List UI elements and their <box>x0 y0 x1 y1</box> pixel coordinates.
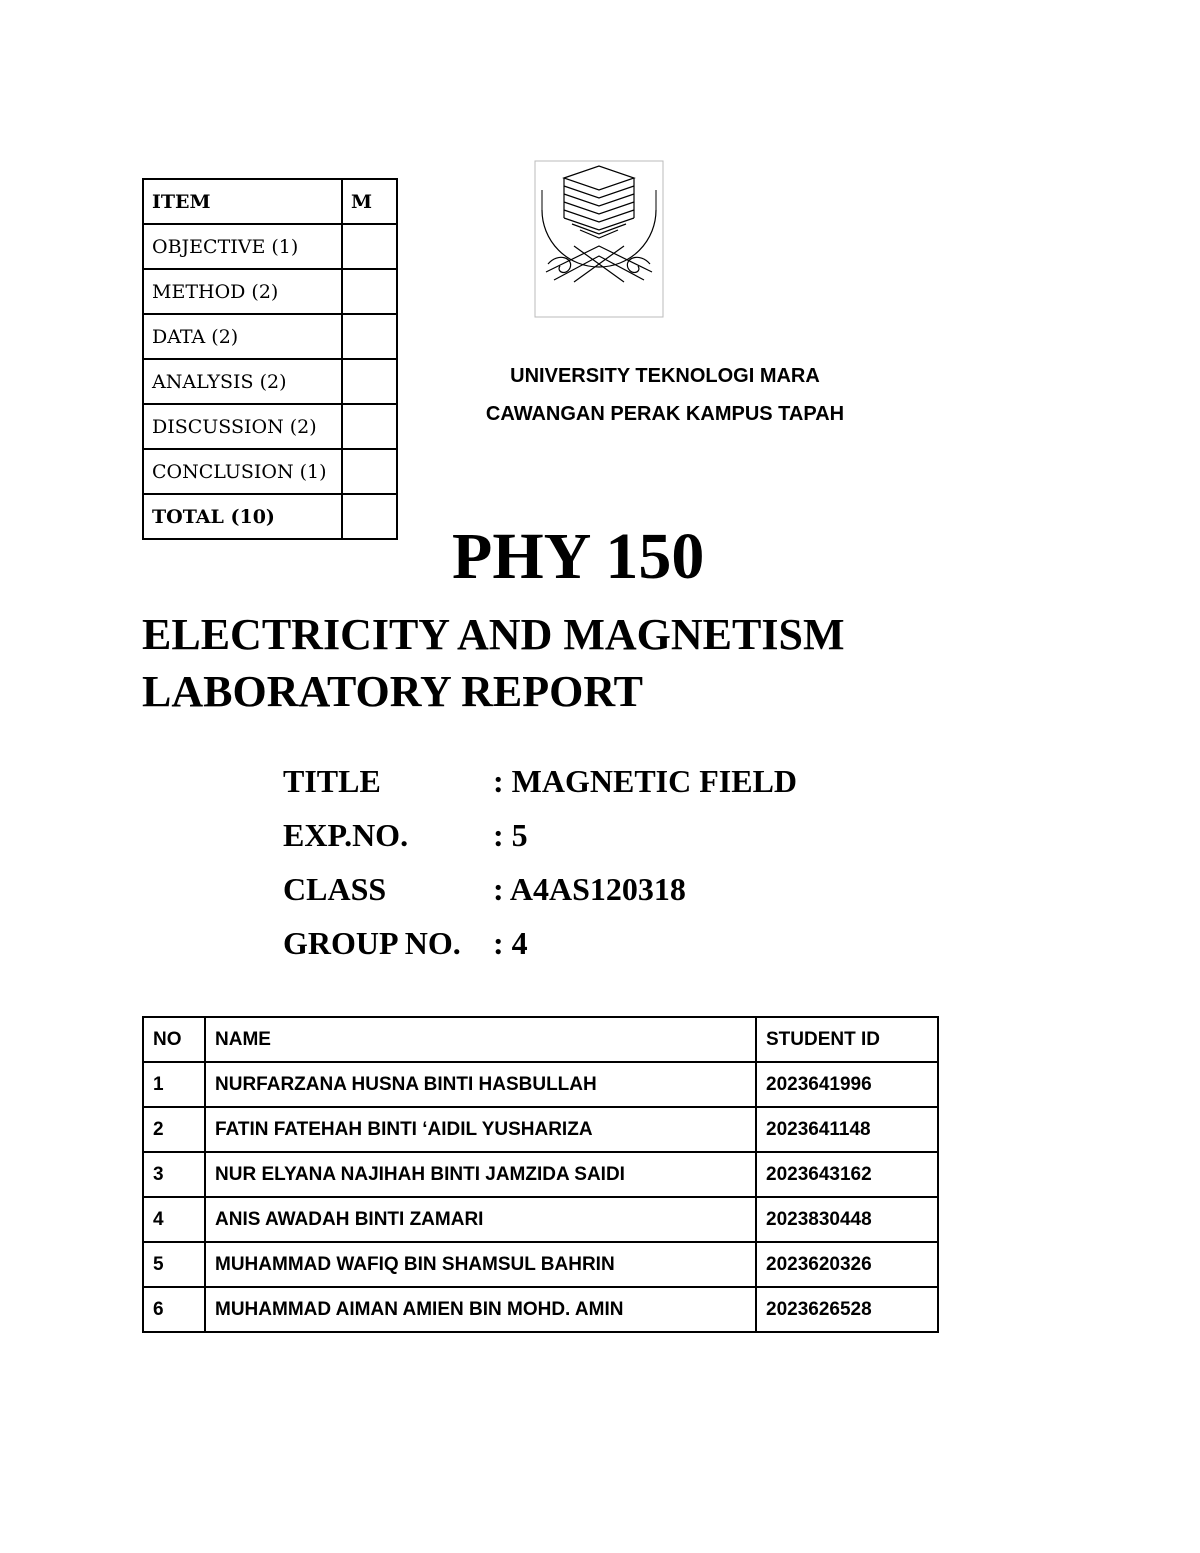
table-row <box>143 1062 938 1107</box>
marks-row <box>143 449 397 494</box>
table-row <box>143 1197 938 1242</box>
member-student-id: 2023641148 <box>756 1107 938 1152</box>
university-name: UNIVERSITY TEKNOLOGI MARA <box>510 365 820 387</box>
detail-value: : MAGNETIC FIELD <box>493 763 798 799</box>
table-row <box>143 1287 938 1332</box>
table-row <box>143 1152 938 1197</box>
marks-row <box>143 314 397 359</box>
header-student-id: STUDENT ID <box>756 1017 938 1062</box>
member-no: 4 <box>143 1197 205 1242</box>
marks-item-label: DISCUSSION (2) <box>143 404 342 449</box>
marks-item-label: METHOD (2) <box>143 269 342 314</box>
detail-label: TITLE <box>283 763 381 799</box>
table-row <box>143 1242 938 1287</box>
marks-cell <box>342 314 397 359</box>
detail-row-exp-no <box>283 815 528 855</box>
header-no: NO <box>143 1017 205 1062</box>
detail-value: : 5 <box>493 817 528 853</box>
detail-row-class <box>283 869 686 909</box>
marks-table <box>142 178 398 540</box>
member-name: MUHAMMAD AIMAN AMIEN BIN MOHD. AMIN <box>205 1287 756 1332</box>
header-name: NAME <box>205 1017 756 1062</box>
marks-total-cell <box>342 494 397 539</box>
member-student-id: 2023626528 <box>756 1287 938 1332</box>
detail-label: GROUP NO. <box>283 925 461 961</box>
detail-row-title <box>283 761 797 801</box>
marks-cell <box>342 449 397 494</box>
member-student-id: 2023643162 <box>756 1152 938 1197</box>
member-name: NURFARZANA HUSNA BINTI HASBULLAH <box>205 1062 756 1107</box>
report-type: LABORATORY REPORT <box>142 667 643 716</box>
member-name: ANIS AWADAH BINTI ZAMARI <box>205 1197 756 1242</box>
marks-item-label: DATA (2) <box>143 314 342 359</box>
detail-value: : 4 <box>493 925 528 961</box>
marks-row <box>143 269 397 314</box>
member-name: FATIN FATEHAH BINTI ‘AIDIL YUSHARIZA <box>205 1107 756 1152</box>
member-student-id: 2023830448 <box>756 1197 938 1242</box>
university-logo-icon <box>534 160 664 318</box>
course-subject: ELECTRICITY AND MAGNETISM <box>142 610 845 659</box>
members-header-row <box>143 1017 938 1062</box>
table-row <box>143 1107 938 1152</box>
member-no: 5 <box>143 1242 205 1287</box>
detail-label: CLASS <box>283 871 387 907</box>
marks-header-item: ITEM <box>143 179 342 224</box>
marks-row <box>143 224 397 269</box>
members-table <box>142 1016 939 1333</box>
marks-item-label: ANALYSIS (2) <box>143 359 342 404</box>
member-student-id: 2023620326 <box>756 1242 938 1287</box>
member-name: NUR ELYANA NAJIHAH BINTI JAMZIDA SAIDI <box>205 1152 756 1197</box>
marks-item-label: CONCLUSION (1) <box>143 449 342 494</box>
course-code: PHY 150 <box>452 520 705 593</box>
member-name: MUHAMMAD WAFIQ BIN SHAMSUL BAHRIN <box>205 1242 756 1287</box>
member-no: 2 <box>143 1107 205 1152</box>
detail-label: EXP.NO. <box>283 817 409 853</box>
detail-row-group-no <box>283 923 528 963</box>
marks-total-row <box>143 494 397 539</box>
marks-header-mark: M <box>342 179 397 224</box>
member-no: 3 <box>143 1152 205 1197</box>
marks-header-row <box>143 179 397 224</box>
member-no: 6 <box>143 1287 205 1332</box>
marks-cell <box>342 224 397 269</box>
detail-value: : A4AS120318 <box>493 871 686 907</box>
campus-name: CAWANGAN PERAK KAMPUS TAPAH <box>485 403 845 425</box>
marks-item-label: OBJECTIVE (1) <box>143 224 342 269</box>
member-student-id: 2023641996 <box>756 1062 938 1107</box>
member-no: 1 <box>143 1062 205 1107</box>
marks-total-label: TOTAL (10) <box>143 494 342 539</box>
marks-cell <box>342 269 397 314</box>
